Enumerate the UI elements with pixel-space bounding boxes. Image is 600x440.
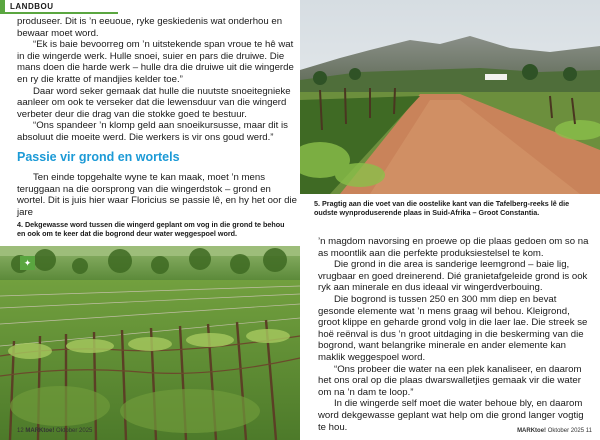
paragraph: “Ons probeer die water na een plek kanaliseer, en daarom het ons oral op die plaas dwarswalletjies gemaak vir die water om na ’n dam te loop.”: [318, 363, 582, 398]
vineyard-photo: [0, 246, 300, 440]
vineyard-illustration: [0, 246, 300, 440]
paragraph: “Ons spandeer ’n klomp geld aan snoeikursusse, maar dit is absoluut die moeite werd. Die werkers is vir ons goud werd.”: [17, 120, 288, 143]
magazine-brand: MARKtoe!: [517, 428, 547, 434]
paragraph: produseer. Dit is ’n eeuoue, ryke geskiedenis wat onderhou en bewaar moet word.: [17, 16, 283, 39]
page-number: 12: [17, 428, 24, 434]
paragraph: Ten einde topgehalte wyne te kan maak, moet ’n mens teruggaan na die oorsprong van die wingerdstok – grond en wortel. Dit is juis hier waar Floricius se passie lê, en hy het oor die jare: [17, 172, 297, 218]
magazine-brand: MARKtoe!: [25, 428, 55, 434]
issue-date: Oktober 2025: [547, 428, 585, 434]
paragraph: In die wingerde self moet die water behoue bly, en daarom word dekgewasse geplant wat help om die grond langer vogtig te hou.: [318, 398, 584, 433]
left-footer: [17, 428, 92, 434]
paragraph: Daar word seker gemaak dat hulle die nuutste snoeitegnieke aanleer om ook te verseker dat die lewensduur van die wingerd verbeter deur die drag van die stokke goed te bestuur.: [17, 85, 291, 120]
issue-date: Oktober 2025: [56, 428, 93, 434]
paragraph: Die bogrond is tussen 250 en 300 mm diep en bevat gesonde elemente wat ’n mens graag wil behou. Kleigrond, groot klippe en geharde grond volg in die laer lae. Die streek se hoë reënval is dus ’n groot uitdaging in die beskerming van die bogrond, want belangrike minerale en ander elemente kan maklik weggespoel word.: [318, 293, 588, 363]
farm-landscape-illustration: [300, 0, 600, 194]
paragraph: ’n magdom navorsing en proewe op die plaas gedoen om so na as moontlik aan die perfekte produksiestelsel te kom.: [318, 236, 589, 259]
photo-caption-4: 4. Dekgewasse word tussen die wingerd geplant om vog in die grond te behou en ook om te keer dat die bogrond deur water weggespoel word.: [17, 220, 285, 239]
right-body-text: [318, 236, 590, 433]
leaf-icon: ✦: [20, 256, 35, 270]
left-body-text: [17, 16, 300, 144]
paragraph: “Ek is baie bevoorreg om ’n uitstekende span vroue te hê wat in die wingerde werk. Hulle snoei, suier en pars die druiwe. Die mans doen die harde werk – hulle dra die druiwe uit die wingerde en ry die kratte of mandjies kelder toe.”: [17, 39, 294, 85]
right-page: [300, 0, 600, 440]
section-tag: [0, 0, 118, 14]
paragraph: Die grond in die area is sanderige leemgrond – baie lig, vrugbaar en goed dreinerend. Dié granietafgeleide grond is ook ryk aan minerale en dus ideaal vir wingerdverbouing.: [318, 259, 588, 294]
groot-constantia-photo: [300, 0, 600, 194]
left-body-text-2: [17, 172, 300, 218]
section-subheading: Passie vir grond en wortels: [17, 150, 180, 164]
section-tag-bar: [0, 0, 5, 14]
section-label: LANDBOU: [10, 2, 54, 11]
page-number: 11: [585, 428, 592, 434]
photo-caption-5: 5. Pragtig aan die voet van die oostelike kant van die Tafelberg-reeks lê die oudste wynproduserende plaas in Suid-Afrika – Groot Constantia.: [314, 199, 570, 218]
right-footer: [517, 428, 592, 434]
